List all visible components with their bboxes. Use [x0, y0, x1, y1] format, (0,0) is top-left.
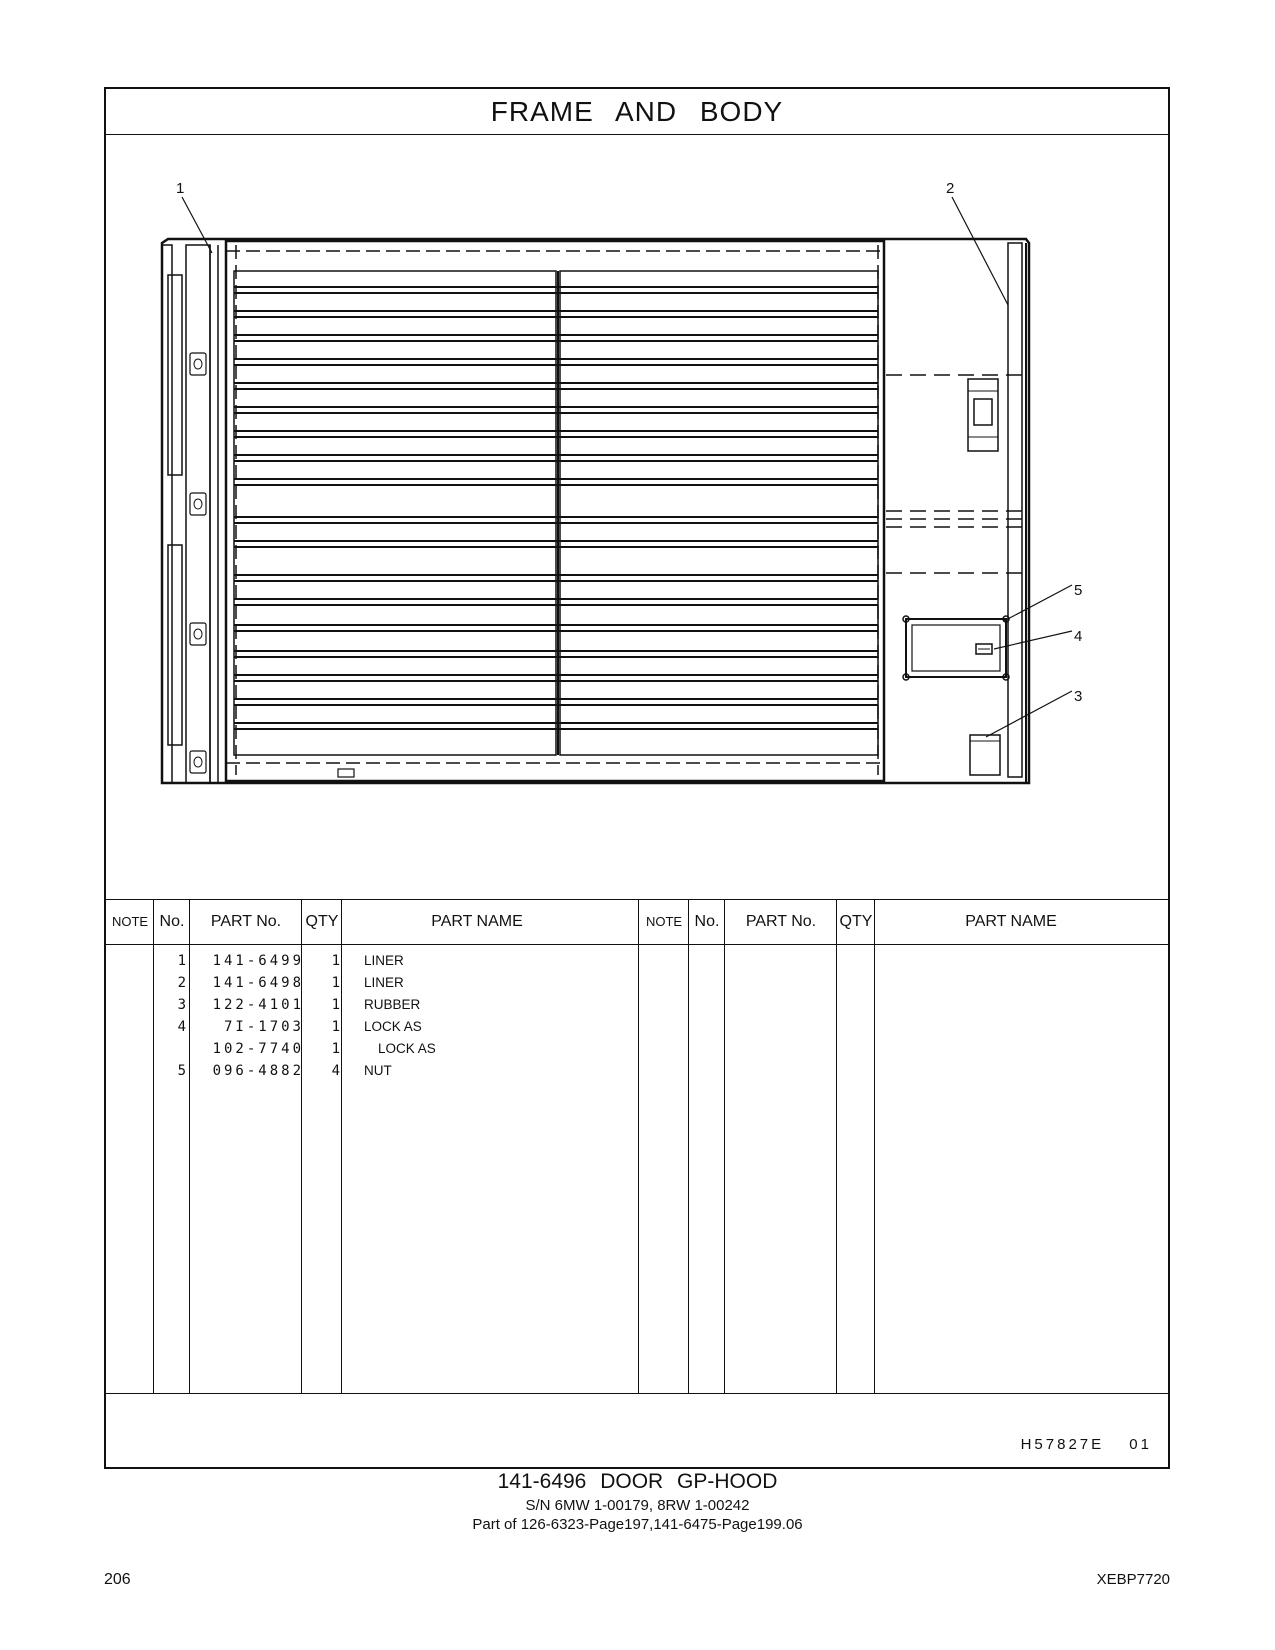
header-no: No.: [159, 913, 185, 930]
row-qty: 1: [331, 1019, 340, 1035]
callout-4: 4: [1074, 628, 1083, 645]
row-part-name: LOCK AS: [364, 1019, 422, 1034]
header-qty: QTY: [839, 913, 873, 930]
row-part-no: 122-4101: [212, 997, 304, 1013]
section-title-bar: [106, 89, 1168, 135]
parts-table-left: [106, 900, 638, 1393]
parts-rows: [106, 950, 638, 1082]
door-liner-illustration: [106, 135, 1168, 899]
callout-5: 5: [1074, 582, 1083, 599]
callout-1: 1: [176, 180, 185, 197]
table-row: [106, 994, 638, 1016]
part-name-column: [875, 900, 1169, 1393]
header-part-no: PART No.: [210, 913, 282, 930]
callout-2: 2: [946, 180, 955, 197]
page-number: 206: [104, 1571, 131, 1588]
document-code: XEBP7720: [1096, 1571, 1170, 1588]
row-part-no: 141-6499: [212, 953, 304, 969]
header-part-name: PART NAME: [431, 913, 523, 930]
parts-table: [106, 899, 1168, 1393]
parts-table-right: [638, 900, 1169, 1393]
header-part-name: PART NAME: [965, 913, 1057, 930]
row-no: 5: [177, 1063, 186, 1079]
header-qty: QTY: [305, 913, 339, 930]
parts-drawing: [106, 135, 1168, 899]
row-no: 1: [177, 953, 186, 969]
table-row: [106, 972, 638, 994]
row-no: 2: [177, 975, 186, 991]
row-qty: 4: [331, 1063, 340, 1079]
assembly-title: 141-6496 DOOR GP-HOOD: [497, 1470, 778, 1493]
table-row: [106, 950, 638, 972]
row-part-name: LINER: [364, 975, 404, 990]
row-part-no: 7I-1703: [223, 1019, 304, 1035]
header-note: NOTE: [111, 914, 149, 929]
row-qty: 1: [331, 975, 340, 991]
part-no-column: [725, 900, 837, 1393]
section-title: FRAME AND BODY: [490, 96, 784, 127]
row-no: 3: [177, 997, 186, 1013]
row-part-no: 141-6498: [212, 975, 304, 991]
callout-3: 3: [1074, 688, 1083, 705]
table-row: [106, 1016, 638, 1038]
header-part-no: PART No.: [745, 913, 817, 930]
row-part-no: 096-4882: [212, 1063, 304, 1079]
table-row: [106, 1060, 638, 1082]
row-qty: 1: [331, 1041, 340, 1057]
row-part-name: RUBBER: [364, 997, 421, 1012]
drawing-code: H57827E 01: [1020, 1436, 1152, 1453]
serial-number-range: S/N 6MW 1-00179, 8RW 1-00242: [525, 1497, 750, 1514]
drawing-footer: [106, 1393, 1168, 1467]
header-no: No.: [694, 913, 720, 930]
row-part-name: LINER: [364, 953, 404, 968]
row-qty: 1: [331, 953, 340, 969]
parts-page-frame: [104, 87, 1170, 1469]
header-note: NOTE: [645, 914, 683, 929]
note-column: [639, 900, 689, 1393]
table-row: [106, 1038, 638, 1060]
row-part-no: 102-7740: [212, 1041, 304, 1057]
row-no: 4: [177, 1019, 186, 1035]
part-of-reference: Part of 126-6323-Page197,141-6475-Page199.06: [472, 1516, 803, 1533]
row-qty: 1: [331, 997, 340, 1013]
no-column: [689, 900, 725, 1393]
row-part-name: LOCK AS: [378, 1041, 436, 1056]
qty-column: [837, 900, 875, 1393]
row-part-name: NUT: [364, 1063, 392, 1078]
row-no: [156, 1038, 186, 1060]
